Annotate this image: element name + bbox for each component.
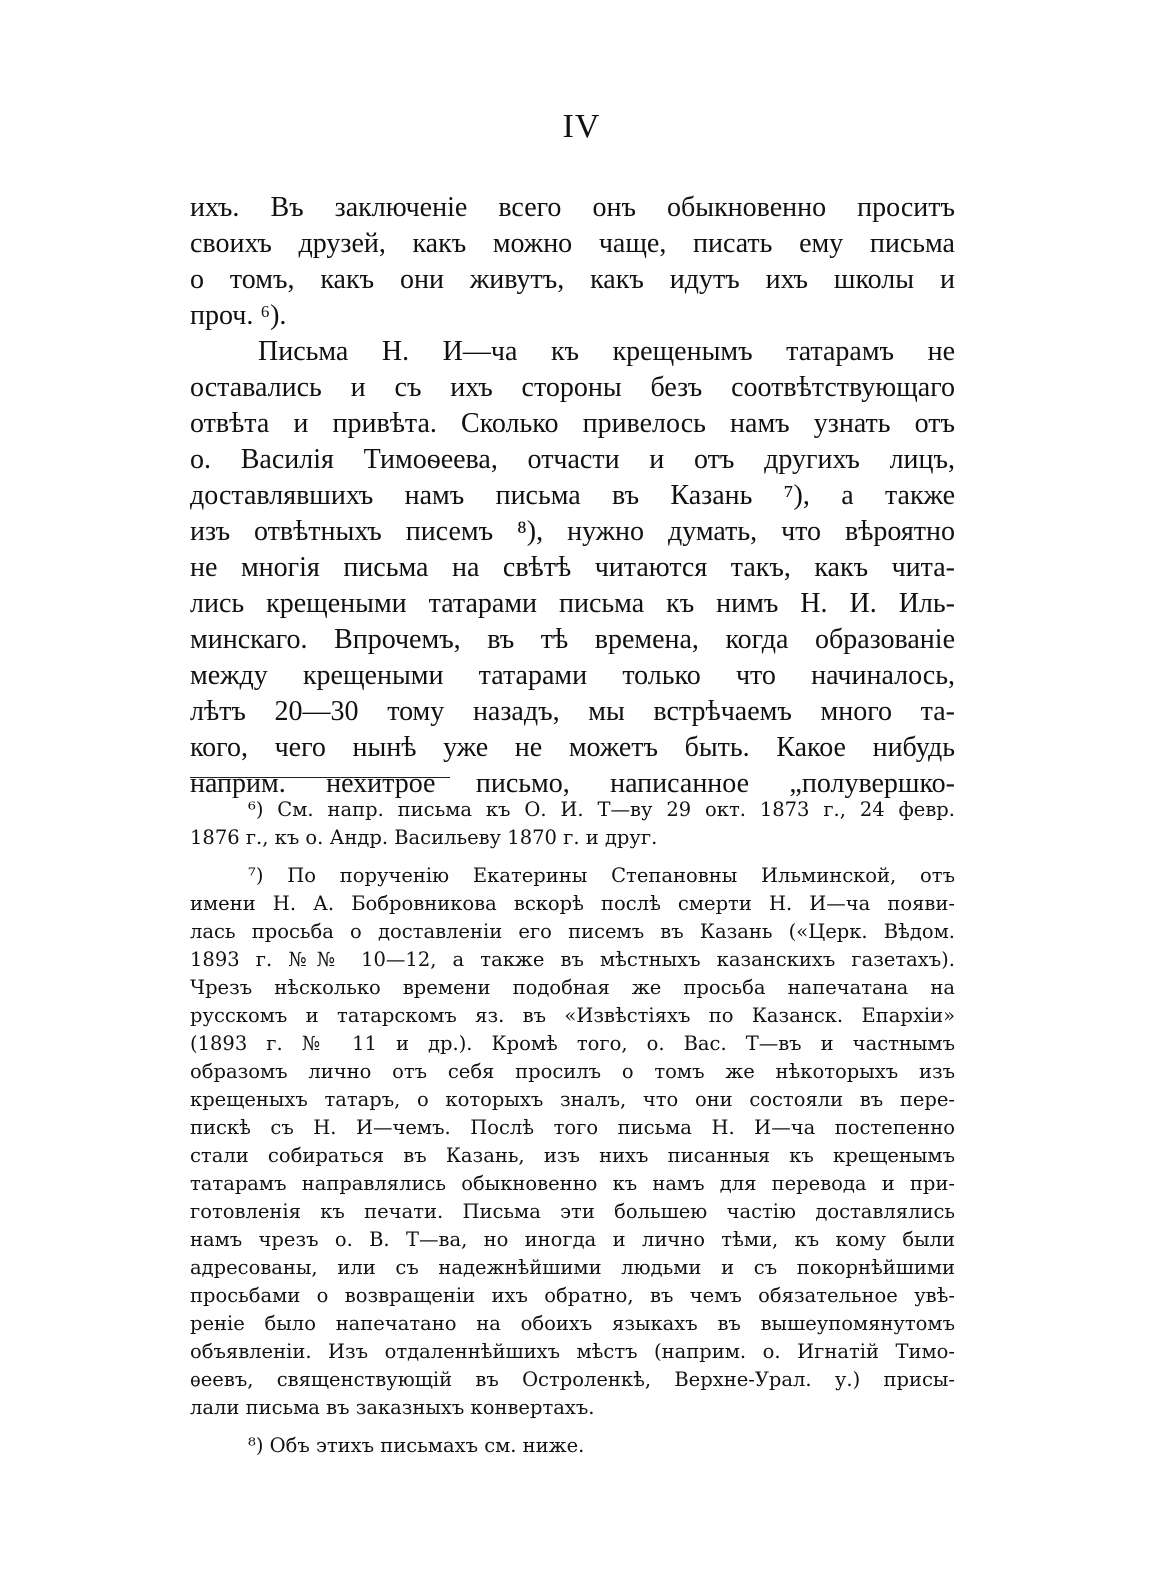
body-line: проч. ⁶). [190, 300, 287, 331]
footnote-line: крещеныхъ татаръ, о которыхъ зналъ, что они состояли въ пере- [190, 1088, 955, 1111]
body-line: своихъ друзей, какъ можно чаще, писать ему письма [190, 228, 955, 259]
body-line: минскаго. Впрочемъ, въ тѣ времена, когда образованiе [190, 624, 955, 655]
footnote-line: адресованы, или съ надежнѣйшими людьми и съ покорнѣйшими [190, 1256, 955, 1279]
body-line: доставлявшихъ намъ письма въ Казань ⁷), а также [190, 480, 955, 511]
footnote-line: татарамъ направлялись обыкновенно къ намъ для перевода и при- [190, 1172, 955, 1195]
body-line: Письма Н. И—ча къ крещенымъ татарамъ не [258, 336, 955, 367]
body-line: между крещеными татарами только что начиналось, [190, 660, 955, 691]
main-text [190, 190, 955, 802]
page-number: IV [562, 108, 601, 145]
footnote-line: ренiе было напечатано на обоихъ языкахъ въ вышеупомянутомъ [190, 1312, 955, 1335]
footnote-6 [190, 796, 955, 852]
footnote-line: лась просьба о доставленiи его писемъ въ Казань («Церк. Вѣдом. [190, 920, 955, 943]
body-line: изъ отвѣтныхъ писемъ ⁸), нужно думать, что вѣроятно [190, 516, 955, 547]
footnote-7 [190, 862, 955, 1422]
footnote-line: просьбами о возвращенiи ихъ обратно, въ чемъ обязательное увѣ- [190, 1284, 955, 1307]
footnote-line: лали письма въ заказныхъ конвертахъ. [190, 1396, 595, 1419]
body-line: наприм. нехитрое письмо, написанное „полувершко- [190, 768, 955, 799]
body-line: лѣтъ 20—30 тому назадъ, мы встрѣчаемъ много та- [190, 696, 955, 727]
body-line: ихъ. Въ заключенiе всего онъ обыкновенно проситъ [190, 192, 955, 223]
footnote-line: объявленiи. Изъ отдаленнѣйшихъ мѣстъ (наприм. о. Игнатiй Тимо- [190, 1340, 955, 1363]
body-line: не многiя письма на свѣтѣ читаются такъ, какъ чита- [190, 552, 955, 583]
footnote-line: (1893 г. № 11 и др.). Кромѣ того, о. Вас. Т—въ и частнымъ [190, 1032, 955, 1055]
footnote-separator [190, 777, 450, 778]
body-line: лись крещеными татарами письма къ нимъ Н. И. Иль- [190, 588, 955, 619]
footnote-line: ⁸) Объ этихъ письмахъ см. ниже. [248, 1434, 585, 1457]
body-line: оставались и съ ихъ стороны безъ соотвѣтствующаго [190, 372, 955, 403]
body-line: о. Василiя Тимоѳеева, отчасти и отъ другихъ лицъ, [190, 444, 955, 475]
body-line: отвѣта и привѣта. Сколько привелось намъ узнать отъ [190, 408, 955, 439]
body-line: кого, чего нынѣ уже не можетъ быть. Какое нибудь [190, 732, 955, 763]
body-line: о томъ, какъ они живутъ, какъ идутъ ихъ школы и [190, 264, 955, 295]
footnote-line: имени Н. А. Бобровникова вскорѣ послѣ смерти Н. И—ча появи- [190, 892, 955, 915]
footnote-line: пискѣ съ Н. И—чемъ. Послѣ того письма Н. И—ча постепенно [190, 1116, 955, 1139]
footnote-line: намъ чрезъ о. В. Т—ва, но иногда и лично тѣми, къ кому были [190, 1228, 955, 1251]
footnote-line: ⁷) По порученiю Екатерины Степановны Ильминской, отъ [248, 864, 955, 887]
footnote-line: Чрезъ нѣсколько времени подобная же просьба напечатана на [190, 976, 955, 999]
footnote-line: ѳеевъ, священствующiй въ Остроленкѣ, Верхне-Урал. у.) присы- [190, 1368, 955, 1391]
footnote-line: ⁶) См. напр. письма къ О. И. Т—ву 29 окт. 1873 г., 24 февр. [248, 798, 955, 821]
footnote-line: русскомъ и татарскомъ яз. въ «Извѣстiяхъ по Казанск. Епархiи» [190, 1004, 955, 1027]
footnote-line: готовленiя къ печати. Письма эти большею частiю доставлялись [190, 1200, 955, 1223]
footnote-line: 1876 г., къ о. Андр. Васильеву 1870 г. и друг. [190, 826, 658, 849]
footnote-line: образомъ лично отъ себя просилъ о томъ же нѣкоторыхъ изъ [190, 1060, 955, 1083]
footnotes [190, 796, 955, 1470]
footnote-8 [190, 1432, 955, 1460]
footnote-line: стали собираться въ Казань, изъ нихъ писанныя къ крещенымъ [190, 1144, 955, 1167]
footnote-line: 1893 г. №№ 10—12, а также въ мѣстныхъ казанскихъ газетахъ). [190, 948, 955, 971]
